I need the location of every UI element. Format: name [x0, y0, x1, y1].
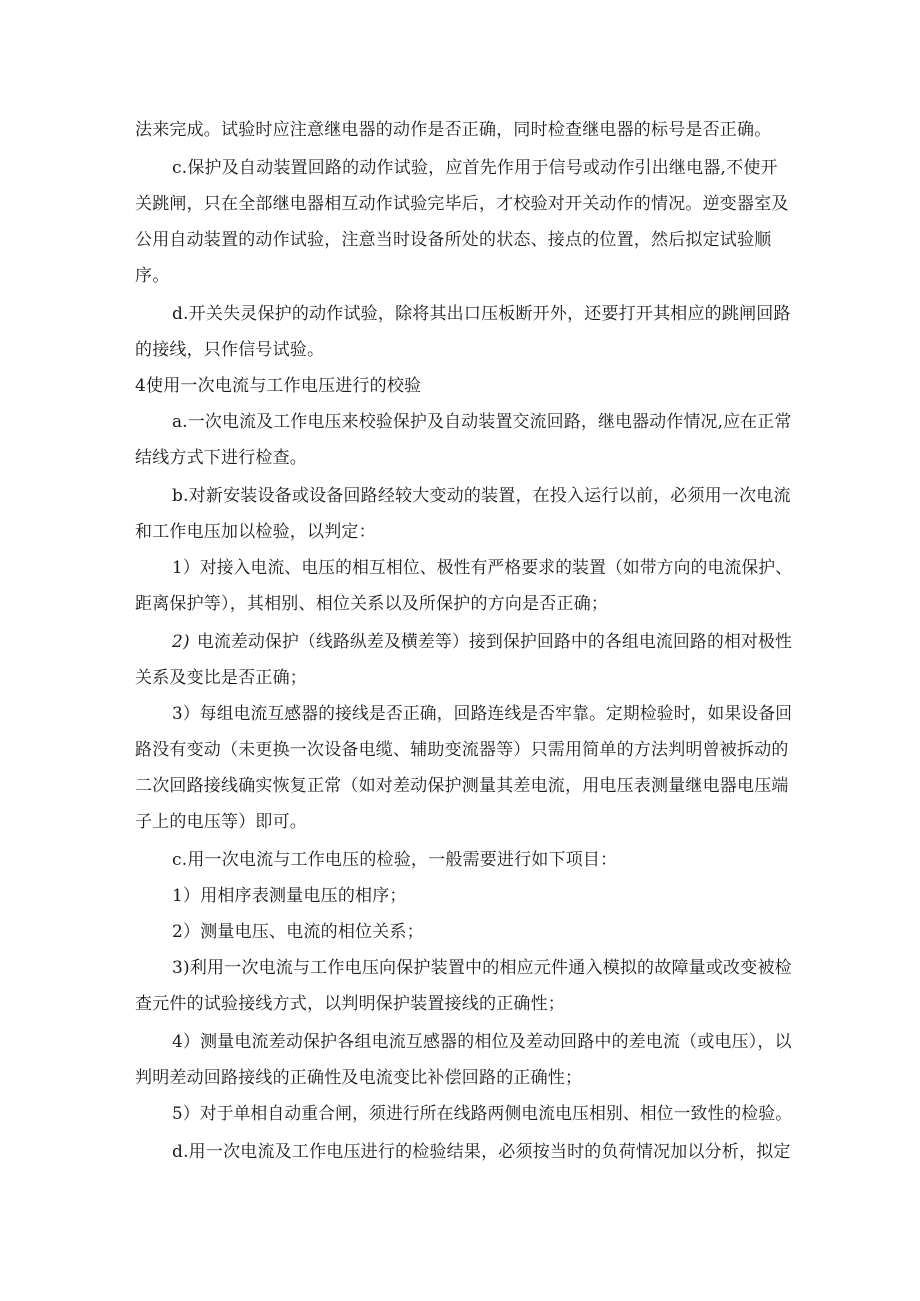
- text-line: 子上的电压等）即可。: [135, 812, 307, 832]
- text-line: 结线方式下进行检查。: [135, 448, 307, 468]
- text-line: 3）每组电流互感器的接线是否正确，回路连线是否牢靠。定期检验时，如果设备回: [172, 704, 793, 724]
- text-line: 4）测量电流差动保护各组电流互感器的相位及差动回路中的差电流（或电压），以: [172, 1032, 792, 1052]
- text-line: b.对新安装设备或设备回路经较大变动的装置，在投入运行以前，必须用一次电流: [172, 486, 791, 506]
- text-line: 1）对接入电流、电压的相互相位、极性有严格要求的装置（如带方向的电流保护、: [172, 558, 793, 578]
- text-line: d.开关失灵保护的动作试验，除将其出口压板断开外，还要打开其相应的跳闸回路: [172, 304, 791, 324]
- list-marker: 2): [172, 632, 190, 652]
- text-line: 和工作电压加以检验，以判定：: [135, 522, 376, 542]
- text-line: 二次回路接线确实恢复正常（如对差动保护测量其差电流，用电压表测量继电器电压端: [135, 776, 789, 796]
- text-line: 距离保护等），其相别、相位关系以及所保护的方向是否正确；: [135, 594, 609, 614]
- text-line: 的接线，只作信号试验。: [135, 340, 325, 360]
- section-heading: 4使用一次电流与工作电压进行的校验: [135, 376, 422, 396]
- text-line: 查元件的试验接线方式，以判明保护装置接线的正确性；: [135, 994, 565, 1014]
- text-line: a.一次电流及工作电压来校验保护及自动装置交流回路，继电器动作情况,应在正常: [172, 412, 792, 432]
- text-line: 法来完成。试验时应注意继电器的动作是否正确，同时检查继电器的标号是否正确。: [135, 120, 772, 140]
- text-line: c.用一次电流与工作电压的检验，一般需要进行如下项目：: [172, 850, 618, 870]
- text-line: c.保护及自动装置回路的动作试验，应首先作用于信号或动作引出继电器,不使开: [172, 158, 778, 178]
- text-line: 序。: [135, 266, 170, 286]
- text-line: 5）对于单相自动重合闸，须进行所在线路两侧电流电压相别、相位一致性的检验。: [172, 1104, 793, 1124]
- text-line: 2）测量电压、电流的相位关系；: [172, 922, 424, 942]
- text-line: 电流差动保护（线路纵差及横差等）接到保护回路中的各组电流回路的相对极性: [197, 632, 793, 652]
- text-line: 1）用相序表测量电压的相序；: [172, 886, 407, 906]
- text-line: 关系及变比是否正确；: [135, 668, 307, 688]
- text-line: 3)利用一次电流与工作电压向保护装置中的相应元件通入模拟的故障量或改变被检: [172, 958, 792, 978]
- text-line: d.用一次电流及工作电压进行的检验结果，必须按当时的负荷情况加以分析，拟定: [172, 1142, 791, 1162]
- text-line: 路没有变动（未更换一次设备电缆、辅助变流器等）只需用简单的方法判明曾被拆动的: [135, 740, 789, 760]
- text-line: 公用自动装置的动作试验，注意当时设备所处的状态、接点的位置，然后拟定试验顺: [135, 230, 772, 250]
- text-line: 关跳闸，只在全部继电器相互动作试验完毕后，才校验对开关动作的情况。逆变器室及: [135, 194, 789, 214]
- text-line: 判明差动回路接线的正确性及电流变比补偿回路的正确性；: [135, 1068, 583, 1088]
